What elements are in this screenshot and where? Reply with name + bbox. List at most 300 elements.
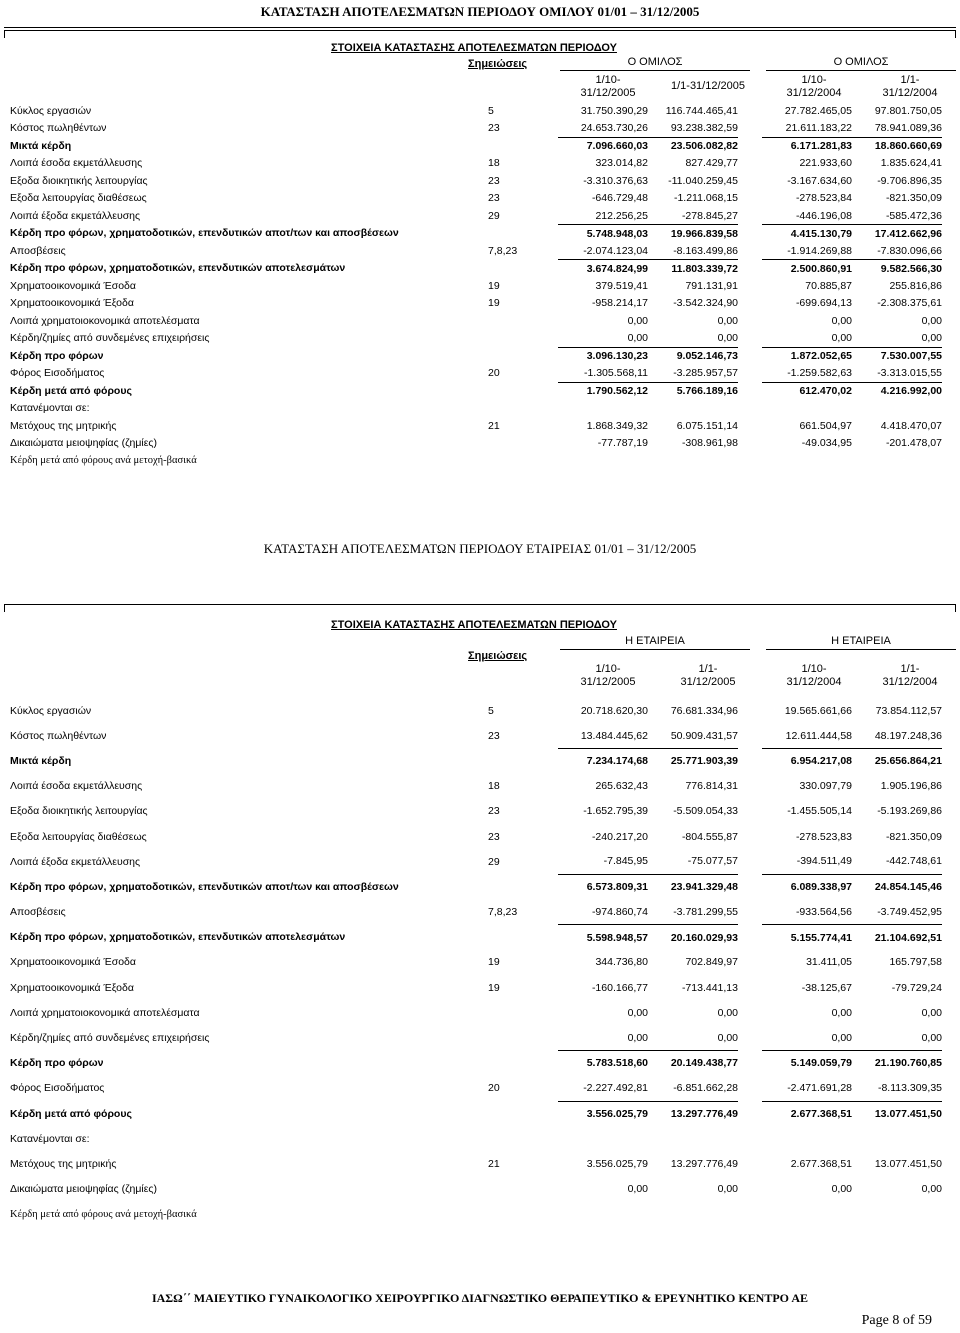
column-gap bbox=[738, 874, 762, 899]
group-entity-2005-underline bbox=[560, 70, 750, 71]
column-gap bbox=[738, 1101, 762, 1126]
group-col2-header bbox=[660, 80, 756, 93]
row-label: Κέρδη/ζημίες από συνδεμένες επιχειρήσεις bbox=[10, 332, 210, 345]
table-row bbox=[10, 172, 942, 190]
group-entity-2004-underline bbox=[766, 70, 956, 71]
frame-left-line bbox=[4, 30, 5, 38]
company-col1-line1: 1/10- bbox=[595, 663, 621, 675]
table-row bbox=[10, 799, 942, 824]
table-row bbox=[10, 1101, 942, 1126]
column-gap bbox=[738, 330, 762, 348]
frame-right-line bbox=[955, 604, 956, 612]
column-gap bbox=[738, 925, 762, 950]
value-cell: 827.429,77 bbox=[685, 157, 738, 170]
row-label: Κύκλος εργασιών bbox=[10, 704, 92, 717]
value-cell: -699.694,13 bbox=[795, 297, 852, 310]
row-note: 23 bbox=[488, 122, 500, 135]
row-note bbox=[488, 382, 558, 400]
value-cell: 116.744.465,41 bbox=[665, 104, 738, 117]
value-cell: -442.748,61 bbox=[852, 849, 942, 874]
value-cell: 20.160.029,93 bbox=[670, 931, 738, 944]
column-gap bbox=[738, 1151, 762, 1176]
company-statement bbox=[4, 604, 956, 1234]
value-cell: 0,00 bbox=[831, 1006, 852, 1019]
row-note bbox=[488, 1000, 558, 1025]
value-cell bbox=[648, 1202, 738, 1227]
value-cell: -1.455.505,14 bbox=[787, 805, 852, 818]
row-note: 19 bbox=[488, 297, 500, 310]
value-cell: 265.632,43 bbox=[595, 780, 648, 793]
table-row bbox=[10, 435, 942, 453]
group-col4-header bbox=[862, 74, 958, 100]
value-cell: -201.478,07 bbox=[885, 437, 942, 450]
company-col3-line1: 1/10- bbox=[801, 663, 827, 675]
column-gap bbox=[738, 102, 762, 120]
row-label: Λοιπά έσοδα εκμετάλλευσης bbox=[10, 780, 143, 793]
row-label: Κύκλος εργασιών bbox=[10, 104, 92, 117]
table-row bbox=[10, 774, 942, 799]
row-label: Εξοδα λειτουργίας διαθέσεως bbox=[10, 192, 147, 205]
row-label: Χρηματοοικονομικά Έξοδα bbox=[10, 981, 134, 994]
value-cell: 5.766.189,16 bbox=[676, 385, 738, 397]
value-cell: 76.681.334,96 bbox=[670, 704, 738, 717]
company-col1-line2: 31/12/2005 bbox=[580, 676, 636, 688]
value-cell bbox=[558, 400, 648, 418]
value-cell: 0,00 bbox=[627, 1006, 648, 1019]
value-cell: 165.797,58 bbox=[889, 956, 942, 969]
value-cell: 50.909.431,57 bbox=[648, 723, 738, 748]
row-label: Εξοδα διοικητικής λειτουργίας bbox=[10, 174, 148, 187]
value-cell: 19.966.839,58 bbox=[670, 227, 738, 240]
frame-right-line bbox=[955, 30, 956, 38]
column-gap bbox=[738, 172, 762, 190]
row-label: Κατανέμονται σε: bbox=[10, 1132, 90, 1145]
company-col4-line1: 1/1- bbox=[900, 663, 920, 675]
value-cell: -2.227.492,81 bbox=[558, 1076, 648, 1101]
value-cell: 5.598.948,57 bbox=[586, 931, 648, 944]
table-row bbox=[10, 950, 942, 975]
value-cell: -8.163.499,86 bbox=[648, 242, 738, 260]
row-label: Κέρδη μετά από φόρους bbox=[10, 1107, 132, 1120]
column-gap bbox=[738, 723, 762, 748]
row-note: 23 bbox=[488, 174, 500, 187]
value-cell bbox=[558, 452, 648, 470]
value-cell: 13.484.445,62 bbox=[558, 723, 648, 748]
table-row bbox=[10, 207, 942, 225]
row-label: Μικτά κέρδη bbox=[10, 139, 72, 152]
company-caption: ΣΤΟΙΧΕΙΑ ΚΑΤΑΣΤΑΣΗΣ ΑΠΟΤΕΛΕΣΜΑΤΩΝ ΠΕΡΙΟΔΟΥ bbox=[331, 619, 617, 631]
value-cell: 0,00 bbox=[852, 1025, 942, 1050]
company-col3-line2: 31/12/2004 bbox=[786, 676, 842, 688]
column-gap bbox=[738, 824, 762, 849]
row-label: Δικαιώματα μειοψηφίας (ζημίες) bbox=[10, 437, 157, 450]
column-gap bbox=[738, 774, 762, 799]
value-cell: 5.748.948,03 bbox=[586, 227, 648, 240]
value-cell: 21.104.692,51 bbox=[874, 931, 942, 944]
column-gap bbox=[738, 155, 762, 173]
page-number: Page 8 of 59 bbox=[861, 1313, 932, 1328]
value-cell: 31.411,05 bbox=[806, 956, 852, 969]
table-row bbox=[10, 120, 942, 138]
value-cell: 2.677.368,51 bbox=[790, 1157, 852, 1170]
value-cell: 23.506.082,82 bbox=[670, 140, 738, 152]
value-cell: 21.611.183,22 bbox=[762, 120, 852, 138]
column-gap bbox=[738, 242, 762, 260]
table-row bbox=[10, 382, 942, 400]
column-gap bbox=[738, 417, 762, 435]
row-note bbox=[488, 260, 558, 278]
value-cell: 379.519,41 bbox=[595, 279, 648, 292]
value-cell: 7.530.007,55 bbox=[880, 350, 942, 362]
value-cell: 0,00 bbox=[558, 1025, 648, 1050]
table-row bbox=[10, 417, 942, 435]
value-cell: 13.077.451,50 bbox=[874, 1157, 942, 1170]
column-gap bbox=[738, 347, 762, 365]
row-label: Κόστος πωληθέντων bbox=[10, 122, 107, 135]
table-row bbox=[10, 925, 942, 950]
row-note bbox=[488, 1126, 558, 1151]
row-label: Φόρος Εισοδήματος bbox=[10, 367, 105, 380]
company-col2-line2: 31/12/2005 bbox=[680, 676, 736, 688]
row-note bbox=[488, 925, 558, 950]
row-label: Κέρδη προ φόρων, χρηματοδοτικών, επενδυτικών αποτ/των και αποσβέσεων bbox=[10, 227, 399, 240]
table-row bbox=[10, 849, 942, 874]
value-cell: -75.077,57 bbox=[648, 849, 738, 874]
value-cell: 23.941.329,48 bbox=[670, 881, 738, 894]
row-note: 29 bbox=[488, 209, 500, 222]
value-cell: 6.954.217,08 bbox=[790, 755, 852, 768]
column-gap bbox=[738, 382, 762, 400]
value-cell: -2.471.691,28 bbox=[762, 1076, 852, 1101]
value-cell: 0,00 bbox=[921, 1006, 942, 1019]
row-note: 23 bbox=[488, 729, 500, 742]
value-cell: 18.860.660,69 bbox=[874, 140, 942, 152]
row-note bbox=[488, 225, 558, 243]
value-cell: -9.706.896,35 bbox=[877, 174, 942, 187]
header-divider bbox=[4, 27, 956, 28]
value-cell: 13.077.451,50 bbox=[874, 1107, 942, 1120]
value-cell: 0,00 bbox=[648, 330, 738, 348]
table-row bbox=[10, 347, 942, 365]
row-note: 20 bbox=[488, 1082, 500, 1095]
value-cell: 1.790.562,12 bbox=[586, 385, 648, 397]
value-cell: 330.097,79 bbox=[799, 780, 852, 793]
company-entity-2004: Η ΕΤΑΙΡΕΙΑ bbox=[831, 635, 891, 647]
value-cell: 70.885,87 bbox=[805, 279, 852, 292]
value-cell: 4.216.992,00 bbox=[880, 385, 942, 397]
value-cell: 7.234.174,68 bbox=[586, 755, 648, 768]
row-note bbox=[488, 400, 558, 418]
value-cell: 0,00 bbox=[717, 314, 738, 327]
company-entity-2005: Η ΕΤΑΙΡΕΙΑ bbox=[625, 635, 685, 647]
row-note bbox=[488, 874, 558, 899]
company-entity-2004-underline bbox=[766, 649, 956, 650]
value-cell: 0,00 bbox=[831, 314, 852, 327]
value-cell: 6.089.338,97 bbox=[790, 881, 852, 894]
group-caption: ΣΤΟΙΧΕΙΑ ΚΑΤΑΣΤΑΣΗΣ ΑΠΟΤΕΛΕΣΜΑΤΩΝ ΠΕΡΙΟΔΟΥ bbox=[331, 42, 617, 54]
group-notes-label: Σημειώσεις bbox=[468, 58, 528, 70]
value-cell: 2.677.368,51 bbox=[790, 1107, 852, 1120]
group-col3-header bbox=[766, 74, 862, 100]
value-cell: 3.556.025,79 bbox=[586, 1107, 648, 1120]
value-cell: 0,00 bbox=[921, 314, 942, 327]
table-row bbox=[10, 225, 942, 243]
value-cell: -974.860,74 bbox=[558, 900, 648, 925]
column-gap bbox=[738, 1177, 762, 1202]
company-col4-header bbox=[862, 663, 958, 689]
column-gap bbox=[738, 950, 762, 975]
row-label: Χρηματοοικονομικά Έξοδα bbox=[10, 297, 134, 310]
value-cell: 791.131,91 bbox=[685, 279, 738, 292]
value-cell: -713.441,13 bbox=[681, 981, 738, 994]
row-note: 5 bbox=[488, 704, 494, 717]
group-col4-line2: 31/12/2004 bbox=[882, 87, 938, 99]
row-note: 23 bbox=[488, 805, 500, 818]
column-gap bbox=[738, 900, 762, 925]
group-statement bbox=[4, 30, 956, 475]
column-gap bbox=[738, 1076, 762, 1101]
page-title: ΚΑΤΑΣΤΑΣΗ ΑΠΟΤΕΛΕΣΜΑΤΩΝ ΠΕΡΙΟΔΟΥ ΟΜΙΛΟΥ 01/01 – 31/12/2005 bbox=[260, 4, 700, 19]
company-col2-header bbox=[660, 663, 756, 689]
value-cell: 73.854.112,57 bbox=[875, 704, 942, 717]
company-col1-header bbox=[560, 663, 656, 689]
value-cell: 0,00 bbox=[627, 1183, 648, 1196]
value-cell: -5.193.269,86 bbox=[877, 805, 942, 818]
value-cell: 612.470,02 bbox=[799, 385, 852, 397]
frame-top-line bbox=[4, 604, 956, 605]
row-label: Αποσβέσεις bbox=[10, 906, 66, 919]
value-cell: 0,00 bbox=[831, 1183, 852, 1196]
table-row bbox=[10, 1151, 942, 1176]
company-col3-header bbox=[766, 663, 862, 689]
value-cell bbox=[762, 1126, 852, 1151]
value-cell: 3.096.130,23 bbox=[586, 350, 648, 362]
row-note bbox=[488, 748, 558, 773]
value-cell: 661.504,97 bbox=[799, 419, 852, 432]
value-cell: 17.412.662,96 bbox=[874, 227, 942, 240]
row-note: 23 bbox=[488, 830, 500, 843]
table-row bbox=[10, 1000, 942, 1025]
value-cell: -3.542.324,90 bbox=[673, 297, 738, 310]
group-col1-line1: 1/10- bbox=[595, 74, 621, 86]
row-note: 7,8,23 bbox=[488, 906, 518, 919]
column-gap bbox=[738, 452, 762, 470]
value-cell: 6.171.281,83 bbox=[790, 140, 852, 152]
row-label: Λοιπά έξοδα εκμετάλλευσης bbox=[10, 855, 141, 868]
value-cell: 93.238.382,59 bbox=[648, 120, 738, 138]
value-cell: 0,00 bbox=[648, 1025, 738, 1050]
value-cell: 24.854.145,46 bbox=[874, 881, 942, 894]
row-note bbox=[488, 1202, 558, 1227]
frame-left-line bbox=[4, 604, 5, 612]
value-cell: -3.749.452,95 bbox=[852, 900, 942, 925]
value-cell: 0,00 bbox=[921, 1183, 942, 1196]
row-note: 19 bbox=[488, 279, 500, 292]
row-label: Μετόχους της μητρικής bbox=[10, 419, 117, 432]
value-cell: -1.914.269,88 bbox=[762, 242, 852, 260]
company-col2-line1: 1/1- bbox=[698, 663, 718, 675]
column-gap bbox=[738, 295, 762, 313]
value-cell: 0,00 bbox=[627, 314, 648, 327]
row-note bbox=[488, 435, 558, 453]
row-note: 18 bbox=[488, 157, 500, 170]
value-cell: -446.196,08 bbox=[762, 207, 852, 225]
table-row bbox=[10, 1051, 942, 1076]
row-note: 19 bbox=[488, 956, 500, 969]
value-cell: -278.845,27 bbox=[648, 207, 738, 225]
table-row bbox=[10, 190, 942, 208]
value-cell: -5.509.054,33 bbox=[673, 805, 738, 818]
value-cell: -3.285.957,57 bbox=[648, 365, 738, 383]
column-gap bbox=[738, 207, 762, 225]
value-cell: 12.611.444,58 bbox=[762, 723, 852, 748]
value-cell: 5.149.059,79 bbox=[790, 1057, 852, 1070]
value-cell: -2.308.375,61 bbox=[877, 297, 942, 310]
value-cell: 13.297.776,49 bbox=[670, 1107, 738, 1120]
value-cell: -8.113.309,35 bbox=[852, 1076, 942, 1101]
row-label: Αποσβέσεις bbox=[10, 244, 66, 257]
column-gap bbox=[738, 698, 762, 723]
table-row bbox=[10, 900, 942, 925]
value-cell: 1.868.349,32 bbox=[586, 419, 648, 432]
group-col3-line2: 31/12/2004 bbox=[786, 87, 842, 99]
value-cell: -308.961,98 bbox=[681, 437, 738, 450]
row-note bbox=[488, 347, 558, 365]
value-cell: 20.149.438,77 bbox=[670, 1057, 738, 1070]
value-cell bbox=[852, 452, 942, 470]
column-gap bbox=[738, 849, 762, 874]
value-cell: -77.787,19 bbox=[597, 437, 648, 450]
column-gap bbox=[738, 225, 762, 243]
value-cell: 221.933,60 bbox=[799, 157, 852, 170]
value-cell: 27.782.465,05 bbox=[784, 104, 852, 117]
column-gap bbox=[738, 277, 762, 295]
row-label: Λοιπά έξοδα εκμετάλλευσης bbox=[10, 209, 141, 222]
row-note: 29 bbox=[488, 855, 500, 868]
row-label: Χρηματοοικονομικά Έσοδα bbox=[10, 956, 136, 969]
table-row bbox=[10, 1177, 942, 1202]
value-cell: 1.835.624,41 bbox=[880, 157, 942, 170]
column-gap bbox=[738, 1000, 762, 1025]
value-cell: 212.256,25 bbox=[558, 207, 648, 225]
value-cell: -6.851.662,28 bbox=[648, 1076, 738, 1101]
value-cell: -49.034,95 bbox=[801, 437, 852, 450]
value-cell: 21.190.760,85 bbox=[874, 1057, 942, 1070]
value-cell: 1.905.196,86 bbox=[880, 780, 942, 793]
value-cell bbox=[648, 1126, 738, 1151]
row-note bbox=[488, 1177, 558, 1202]
table-row bbox=[10, 824, 942, 849]
frame-top-line bbox=[4, 30, 956, 31]
row-note: 23 bbox=[488, 192, 500, 205]
value-cell: 5.783.518,60 bbox=[586, 1057, 648, 1070]
value-cell: -278.523,84 bbox=[795, 192, 852, 205]
table-row bbox=[10, 365, 942, 383]
value-cell: 1.872.052,65 bbox=[790, 350, 852, 362]
row-label: Κέρδη προ φόρων bbox=[10, 349, 104, 362]
row-note: 18 bbox=[488, 780, 500, 793]
row-label: Λοιπά χρηματοιοκονομικά αποτελέσματα bbox=[10, 1006, 200, 1019]
value-cell: -3.167.634,60 bbox=[787, 174, 852, 187]
value-cell: -3.313.015,55 bbox=[852, 365, 942, 383]
value-cell bbox=[852, 1202, 942, 1227]
value-cell: -3.310.376,63 bbox=[583, 174, 648, 187]
column-gap bbox=[738, 137, 762, 155]
column-gap bbox=[738, 799, 762, 824]
value-cell: -278.523,83 bbox=[795, 830, 852, 843]
row-label: Χρηματοοικονομικά Έσοδα bbox=[10, 279, 136, 292]
value-cell: 6.075.151,14 bbox=[676, 419, 738, 432]
value-cell: 6.573.809,31 bbox=[586, 881, 648, 894]
row-label: Μετόχους της μητρικής bbox=[10, 1157, 117, 1170]
table-row bbox=[10, 242, 942, 260]
value-cell: -804.555,87 bbox=[681, 830, 738, 843]
value-cell: -3.781.299,55 bbox=[648, 900, 738, 925]
value-cell: 702.849,97 bbox=[685, 956, 738, 969]
value-cell: 344.736,80 bbox=[595, 956, 648, 969]
company-section-title: ΚΑΤΑΣΤΑΣΗ ΑΠΟΤΕΛΕΣΜΑΤΩΝ ΠΕΡΙΟΔΟΥ ΕΤΑΙΡΕΙΑΣ 01/01 – 31/12/2005 bbox=[263, 541, 697, 556]
column-gap bbox=[738, 435, 762, 453]
value-cell: 9.582.566,30 bbox=[880, 262, 942, 275]
column-gap bbox=[738, 748, 762, 773]
value-cell: -2.074.123,04 bbox=[558, 242, 648, 260]
value-cell bbox=[648, 400, 738, 418]
row-note: 21 bbox=[488, 1157, 500, 1170]
value-cell: -1.259.582,63 bbox=[762, 365, 852, 383]
table-row bbox=[10, 452, 942, 470]
value-cell: 97.801.750,05 bbox=[874, 104, 942, 117]
row-label: Φόρος Εισοδήματος bbox=[10, 1082, 105, 1095]
value-cell: 3.674.824,99 bbox=[586, 262, 648, 275]
value-cell: -79.729,24 bbox=[891, 981, 942, 994]
row-note: 5 bbox=[488, 104, 494, 117]
value-cell: 48.197.248,36 bbox=[852, 723, 942, 748]
value-cell: -1.652.795,39 bbox=[583, 805, 648, 818]
table-row bbox=[10, 874, 942, 899]
row-note bbox=[488, 330, 558, 348]
column-gap bbox=[738, 365, 762, 383]
company-income-table bbox=[10, 698, 942, 1227]
value-cell: 11.803.339,72 bbox=[671, 262, 738, 275]
table-row bbox=[10, 723, 942, 748]
value-cell: -1.305.568,11 bbox=[558, 365, 648, 383]
value-cell: 4.418.470,07 bbox=[880, 419, 942, 432]
group-col1-line2: 31/12/2005 bbox=[580, 87, 636, 99]
table-row bbox=[10, 1076, 942, 1101]
company-entity-2005-underline bbox=[560, 649, 750, 650]
value-cell: 0,00 bbox=[762, 330, 852, 348]
value-cell bbox=[852, 1126, 942, 1151]
value-cell: -38.125,67 bbox=[801, 981, 852, 994]
row-label: Κέρδη προ φόρων, χρηματοδοτικών, επενδυτικών αποτ/των και αποσβέσεων bbox=[10, 880, 399, 893]
row-label: Κατανέμονται σε: bbox=[10, 402, 90, 415]
row-label: Εξοδα διοικητικής λειτουργίας bbox=[10, 805, 148, 818]
row-note bbox=[488, 137, 558, 155]
value-cell bbox=[558, 1202, 648, 1227]
row-label: Λοιπά έσοδα εκμετάλλευσης bbox=[10, 157, 143, 170]
value-cell: 31.750.390,29 bbox=[580, 104, 648, 117]
value-cell: 13.297.776,49 bbox=[670, 1157, 738, 1170]
value-cell: 7.096.660,03 bbox=[586, 140, 648, 152]
table-row bbox=[10, 137, 942, 155]
value-cell: 0,00 bbox=[717, 1006, 738, 1019]
value-cell: -7.845,95 bbox=[558, 849, 648, 874]
table-row bbox=[10, 155, 942, 173]
table-row bbox=[10, 698, 942, 723]
value-cell bbox=[648, 452, 738, 470]
value-cell bbox=[762, 1202, 852, 1227]
group-col1-header bbox=[560, 74, 656, 100]
